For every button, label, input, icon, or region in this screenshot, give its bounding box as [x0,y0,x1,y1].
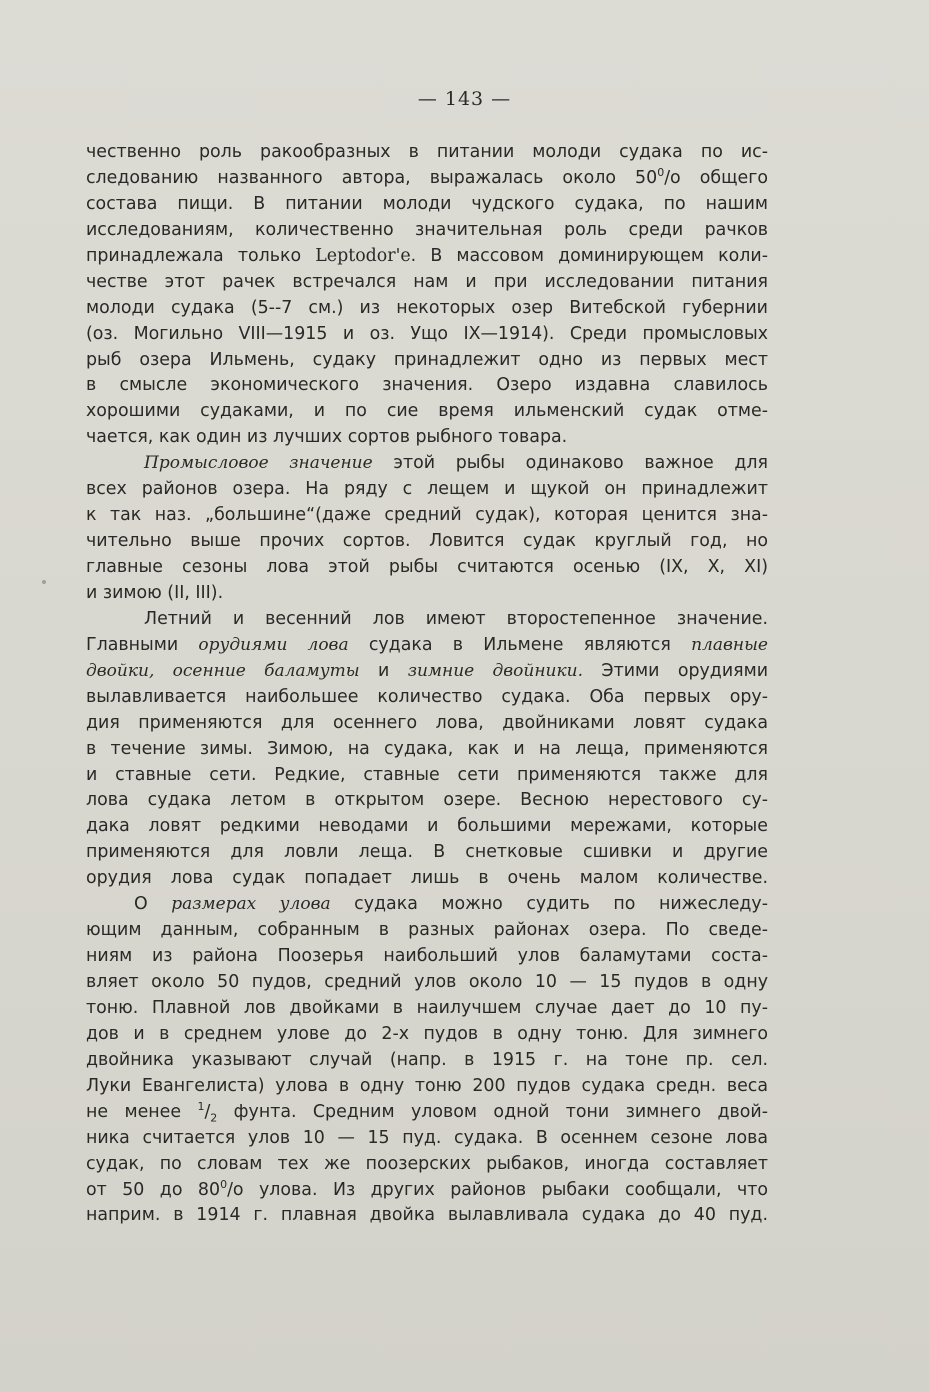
text-segment: лова судака летом в открытом озере. Весною нерестового су- [86,790,768,811]
text-segment: /о общего [664,167,768,188]
text-line [86,322,768,348]
text-segment: . В массовом доминирующем коли- [410,245,768,266]
text-segment: Этими орудиями [583,660,768,681]
text-line [86,140,768,166]
text-segment: вылавливается наибольшее количество судака. Оба первых ору- [86,686,768,707]
text-line [86,866,768,892]
text-line [86,1126,768,1152]
text-line [86,348,768,374]
text-line [86,1048,768,1074]
text-line [86,166,768,192]
text-segment: Летний и весенний лов имеют второстепенное значение. [144,608,768,629]
text-line [86,1074,768,1100]
text-segment: исследованиям, количественно значительная роль среди рачков [86,219,768,240]
text-line [86,373,768,399]
text-segment: Луки Евангелиста) улова в одну тоню 200 пудов судака средн. веса [86,1075,768,1096]
text-segment: (оз. Могильно VIII—1915 и оз. Ущо IX—1914). Среди промысловых [86,323,768,344]
text-line [86,425,768,451]
text-segment: честве этот рачек встречался нам и при исследовании питания [86,271,768,292]
text-segment: не менее [86,1101,198,1122]
italic-term: Промысловое значение [144,453,373,474]
text-segment: молоди судака (5--7 см.) из некоторых озер Витебской губернии [86,297,768,318]
text-line [86,944,768,970]
text-segment: 0 [220,1177,228,1191]
text-segment: в смысле экономического значения. Озеро издавна славилось [86,375,768,396]
text-line [86,840,768,866]
text-segment: судака можно судить по нижеследу- [330,894,768,915]
text-segment: ющим данным, собранным в разных районах озера. По сведе- [86,920,768,941]
text-line [86,607,768,633]
text-segment: принадлежала только [86,245,316,266]
text-segment: и ставные сети. Редкие, ставные сети применяются также для [86,764,768,785]
text-segment: к так наз. „большине“(даже средний судак), которая ценится зна- [86,505,768,526]
text-segment: ника считается улов 10 — 15 пуд. судака. В осеннем сезоне лова [86,1127,768,1148]
text-segment: всех районов озера. На ряду с лещем и щукой он принадлежит [86,479,768,500]
text-segment: дака ловят редкими неводами и большими мережами, которые [86,816,768,837]
text-line [86,685,768,711]
text-segment: судака в Ильмене являются [348,634,692,655]
text-line [86,659,768,685]
text-segment: этой рыбы одинаково важное для [372,453,768,474]
text-line [86,1178,768,1204]
text-segment: и [359,660,408,681]
text-line [86,918,768,944]
paper-speck [42,580,46,584]
text-segment: наприм. в 1914 г. плавная двойка вылавливала судака до 40 пуд. [86,1205,768,1226]
text-segment: орудия лова судак попадает лишь в очень малом количестве. [86,868,768,889]
italic-term: двойки, осенние баламуты [86,660,360,681]
text-line [86,814,768,840]
text-segment: и зимою (II, III). [86,582,224,603]
italic-term: орудиями лова [198,634,349,655]
italic-term: размерах улова [171,894,331,915]
text-line [86,1152,768,1178]
text-segment: чественно роль ракообразных в питании молоди судака по ис- [86,142,768,162]
text-line [86,1022,768,1048]
italic-term: зимние двойники. [407,660,584,681]
text-segment: 0 [657,166,665,180]
text-segment: ниям из района Поозерья наибольший улов баламутами соста- [86,946,768,967]
text-line [86,477,768,503]
text-segment: чительно выше прочих сортов. Ловится судак круглый год, но [86,531,768,552]
text-segment: дия применяются для осеннего лова, двойниками ловят судака [86,712,768,733]
page-number: — 143 — [417,88,512,110]
text-line [86,399,768,425]
text-segment: состава пищи. В питании молоди чудского судака, по нашим [86,193,768,214]
text-line [86,1203,768,1229]
text-segment: хорошими судаками, и по сие время ильменский судак отме- [86,401,768,422]
text-line [86,892,768,918]
text-line [86,270,768,296]
text-line [86,192,768,218]
body-text [86,140,768,1229]
text-line [86,763,768,789]
text-segment: чается, как один из лучших сортов рыбного товара. [86,427,568,448]
italic-term: плавные [691,634,768,655]
text-line [86,503,768,529]
text-line [86,996,768,1022]
text-line [86,1100,768,1126]
text-line [86,555,768,581]
text-segment: вляет около 50 пудов, средний улов около 10 — 15 пудов в одну [86,972,768,992]
text-segment: главные сезоны лова этой рыбы считаются осенью (IX, X, XI) [86,557,768,577]
text-line [86,970,768,996]
text-segment: 2 [210,1111,218,1125]
text-line [86,788,768,814]
text-line [86,218,768,244]
text-segment: следованию названного автора, выражалась около 50 [86,167,658,188]
text-segment: 1 [197,1099,205,1113]
text-line [86,581,768,607]
text-segment: двойника указывают случай (напр. в 1915 г. на тоне пр. сел. [86,1049,768,1070]
text-segment: в течение зимы. Зимою, на судака, как и на леща, применяются [86,738,768,759]
text-line [86,296,768,322]
text-segment: дов и в среднем улове до 2-х пудов в одну тоню. Для зимнего [86,1023,768,1044]
text-segment: применяются для ловли леща. В снетковые сшивки и другие [86,842,768,863]
text-segment: Главными [86,634,199,655]
text-segment: тоню. Плавной лов двойками в наилучшем случае дает до 10 пу- [86,997,768,1018]
text-segment: рыб озера Ильмень, судаку принадлежит одно из первых мест [86,349,768,370]
text-segment: Leptodor'e [315,245,411,266]
text-line [86,451,768,477]
text-line [86,633,768,659]
text-segment: фунта. Средним уловом одной тони зимнего двой- [217,1101,768,1122]
text-line [86,711,768,737]
text-segment: / [204,1101,211,1122]
text-line [86,244,768,270]
text-line [86,529,768,555]
text-segment: О [134,894,172,915]
text-segment: судак, по словам тех же поозерских рыбаков, иногда составляет [86,1153,768,1174]
text-segment: /о улова. Из других районов рыбаки сообщали, что [227,1179,768,1200]
text-segment: от 50 до 80 [86,1179,221,1200]
text-line [86,737,768,763]
